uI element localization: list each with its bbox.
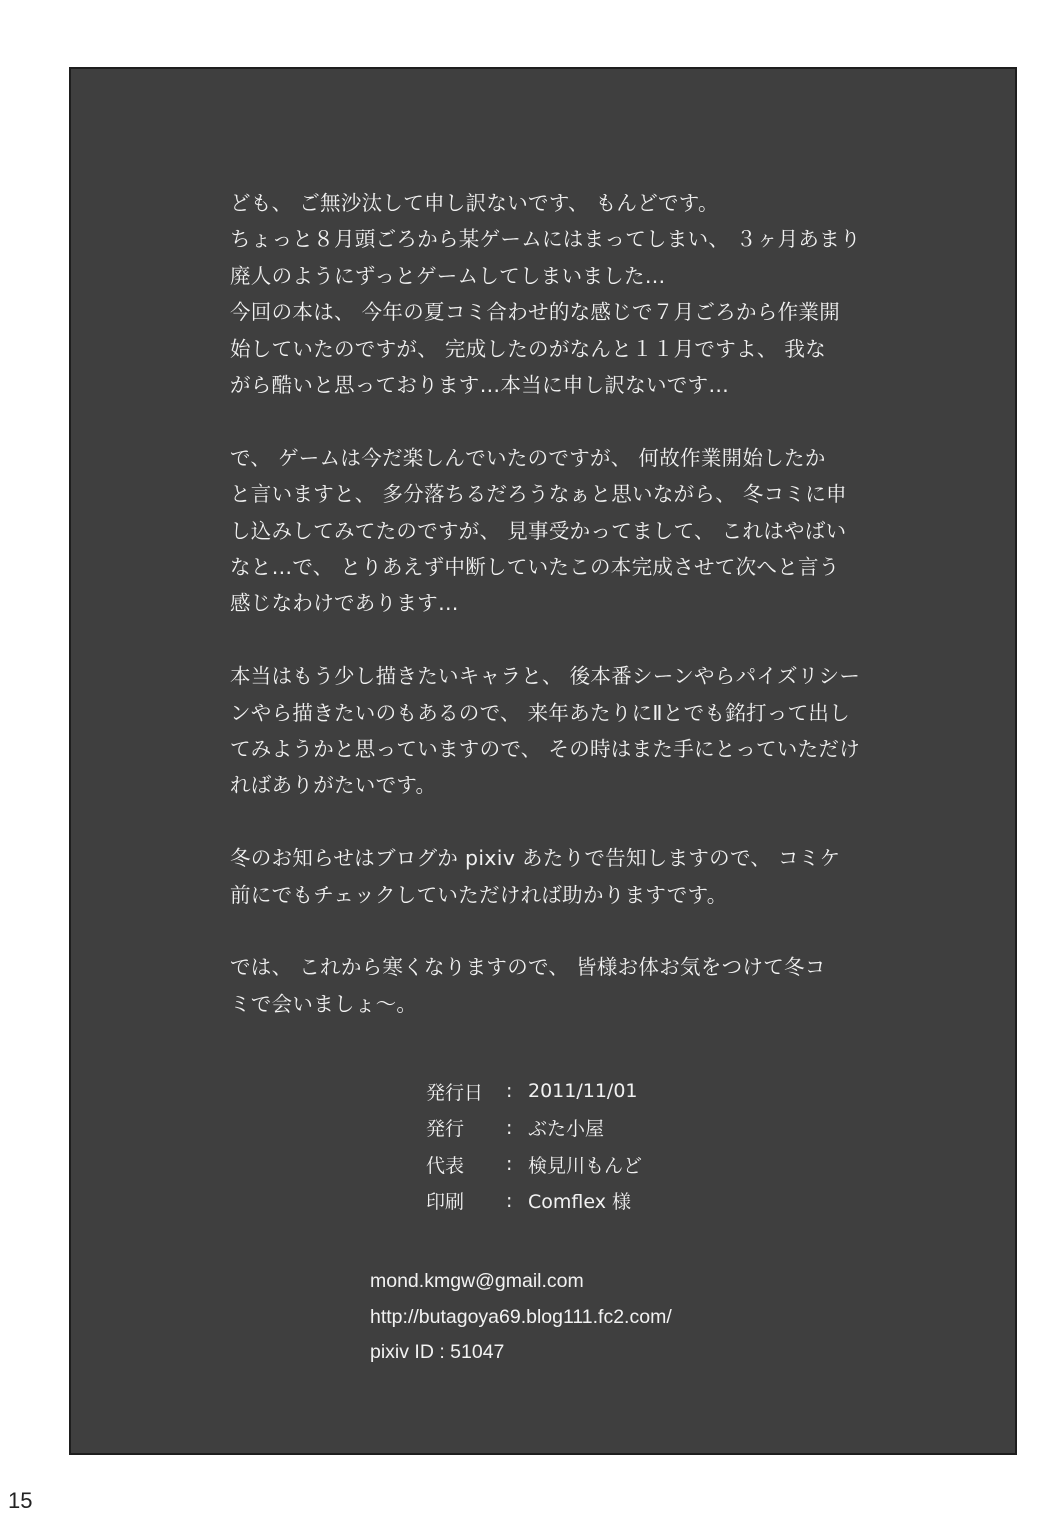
afterword-paragraph <box>230 440 860 622</box>
blog-url: http://butagoya69.blog111.fc2.com/ <box>370 1305 672 1328</box>
colophon-row-publisher <box>426 1110 642 1147</box>
text-line: 本当はもう少し描きたいキャラと、 後本番シーンやらパイズリシー <box>230 664 861 689</box>
text-line: と言いますと、 多分落ちるだろうなぁと思いながら、 冬コミに申 <box>230 482 847 507</box>
text-line: 今回の本は、 今年の夏コミ合わせ的な感じで７月ごろから作業開 <box>230 300 841 325</box>
text-line: がら酷いと思っております…本当に申し訳ないです… <box>230 373 730 398</box>
colophon-key: 代表 <box>426 1154 465 1177</box>
colophon <box>426 1073 642 1219</box>
colophon-key: 印刷 <box>426 1191 465 1214</box>
text-line: ども、 ご無沙汰して申し訳ないです、 もんどです。 <box>230 191 719 215</box>
colophon-value: 2011/11/01 <box>528 1080 638 1103</box>
colophon-value: ぶた小屋 <box>528 1118 605 1141</box>
colophon-row-date <box>426 1073 642 1110</box>
text-line: ればありがたいです。 <box>230 773 437 798</box>
afterword-paragraph <box>230 185 860 403</box>
afterword-paragraph <box>230 658 860 804</box>
text-line: 前にでもチェックしていただければ助かりますです。 <box>230 882 728 907</box>
text-line: 廃人のようにずっとゲームしてしまいました… <box>230 263 666 288</box>
colophon-separator: : <box>506 1153 513 1176</box>
text-line: で、 ゲームは今だ楽しんでいたのですが、 何故作業開始したか <box>230 445 826 470</box>
colophon-value: Comflex 様 <box>528 1191 632 1214</box>
colophon-key: 発行 <box>426 1118 465 1141</box>
text-line: なと…で、 とりあえず中断していたこの本完成させて次へと言う <box>230 555 840 580</box>
afterword-paragraph <box>230 840 860 913</box>
text-line: ミで会いましょ～。 <box>230 991 418 1016</box>
text-line: 始していたのですが、 完成したのがなんと１１月ですよ、 我な <box>230 336 827 361</box>
text-line: ちょっと８月頭ごろから某ゲームにはまってしまい、 ３ヶ月あまり <box>230 227 861 252</box>
colophon-separator: : <box>506 1116 513 1139</box>
email-address: mond.kmgw@gmail.com <box>370 1270 584 1293</box>
colophon-value: 検見川もんど <box>528 1154 643 1177</box>
text-line: てみようかと思っていますので、 その時はまた手にとっていただけ <box>230 737 860 762</box>
colophon-key: 発行日 <box>426 1081 484 1104</box>
text-line: 冬のお知らせはブログか pixiv あたりで告知しますので、 コミケ <box>230 846 841 871</box>
colophon-row-printer <box>426 1183 642 1220</box>
contact-info <box>370 1264 672 1371</box>
colophon-separator: : <box>506 1189 513 1212</box>
text-line: 感じなわけであります… <box>230 591 459 616</box>
colophon-row-representative <box>426 1146 642 1183</box>
text-line: では、 これから寒くなりますので、 皆様お体お気をつけて冬コ <box>230 955 826 980</box>
colophon-separator: : <box>506 1080 513 1103</box>
page-number: 15 <box>8 1488 33 1513</box>
afterword-paragraph <box>230 949 860 1022</box>
text-line: ンやら描きたいのもあるので、 来年あたりにⅡとでも銘打って出し <box>230 700 850 725</box>
text-line: し込みしてみてたのですが、 見事受かってまして、 これはやばい <box>230 518 847 543</box>
pixiv-id: pixiv ID : 51047 <box>370 1341 505 1364</box>
afterword-text <box>230 185 860 1059</box>
